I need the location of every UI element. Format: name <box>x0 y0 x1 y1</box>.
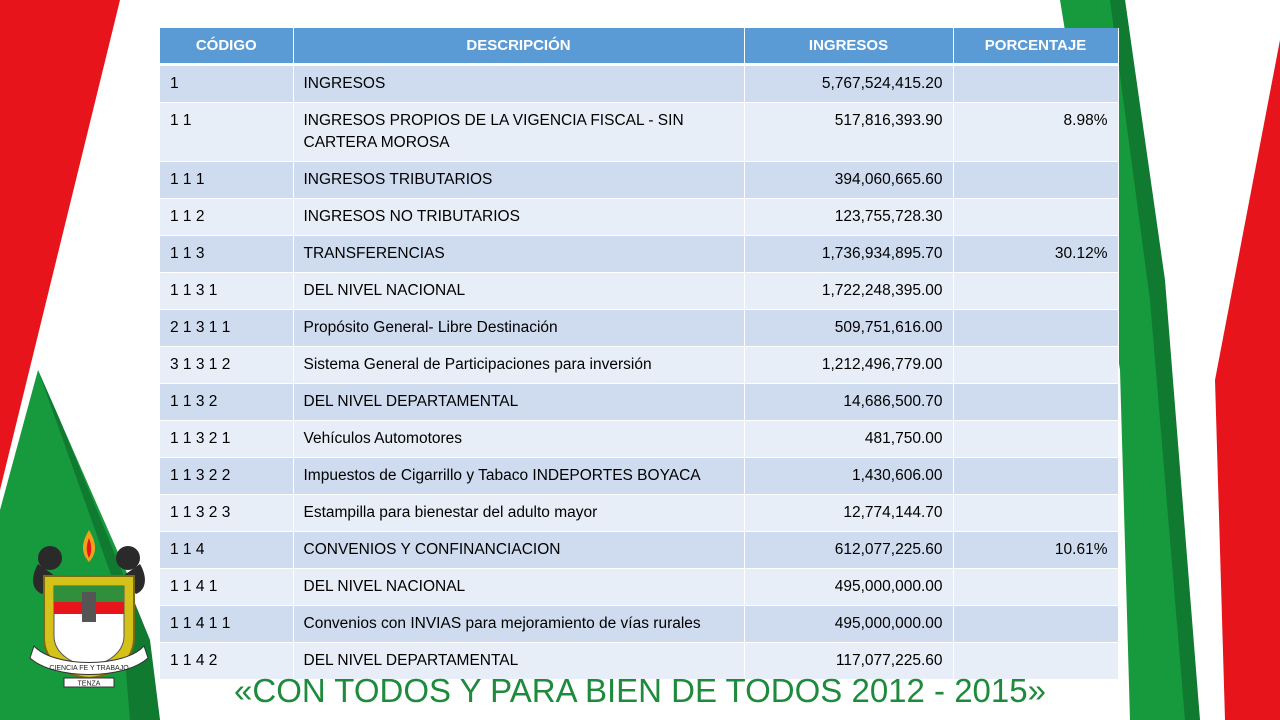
cell-percent: 10.61% <box>953 532 1118 569</box>
right-red-stripe <box>1215 40 1280 720</box>
cell-code: 1 1 3 2 1 <box>160 421 293 458</box>
cell-code: 3 1 3 1 2 <box>160 347 293 384</box>
cell-code: 1 1 1 <box>160 162 293 199</box>
cell-amount: 495,000,000.00 <box>744 569 953 606</box>
cell-percent <box>953 310 1118 347</box>
cell-description: INGRESOS PROPIOS DE LA VIGENCIA FISCAL - SIN CARTERA MOROSA <box>293 103 744 162</box>
table-row <box>160 310 1118 347</box>
table-row <box>160 458 1118 495</box>
municipal-crest-icon <box>24 528 154 688</box>
table-header-row <box>160 28 1118 65</box>
left-figure-icon <box>38 546 62 570</box>
cell-amount: 14,686,500.70 <box>744 384 953 421</box>
cell-description: Estampilla para bienestar del adulto mayor <box>293 495 744 532</box>
cell-description: Sistema General de Participaciones para inversión <box>293 347 744 384</box>
table-row <box>160 162 1118 199</box>
table-row <box>160 103 1118 162</box>
crest-name-text: TENZA <box>77 680 101 688</box>
cell-amount: 12,774,144.70 <box>744 495 953 532</box>
cell-percent <box>953 199 1118 236</box>
cell-amount: 123,755,728.30 <box>744 199 953 236</box>
cell-amount: 1,736,934,895.70 <box>744 236 953 273</box>
cell-description: INGRESOS <box>293 65 744 103</box>
left-red-stripe <box>0 0 120 490</box>
cell-description: DEL NIVEL NACIONAL <box>293 569 744 606</box>
budget-table <box>160 28 1119 680</box>
cell-amount: 495,000,000.00 <box>744 606 953 643</box>
cell-code: 1 1 4 1 1 <box>160 606 293 643</box>
table-row <box>160 236 1118 273</box>
cell-percent <box>953 606 1118 643</box>
cell-code: 1 1 3 2 <box>160 384 293 421</box>
cell-percent <box>953 273 1118 310</box>
crest-motto-text: CIENCIA FE Y TRABAJO <box>49 665 129 672</box>
cell-amount: 509,751,616.00 <box>744 310 953 347</box>
cell-percent <box>953 65 1118 103</box>
cell-description: INGRESOS TRIBUTARIOS <box>293 162 744 199</box>
table-row <box>160 495 1118 532</box>
cell-code: 1 <box>160 65 293 103</box>
cell-code: 1 1 3 2 3 <box>160 495 293 532</box>
cell-amount: 1,430,606.00 <box>744 458 953 495</box>
cell-description: CONVENIOS Y CONFINANCIACION <box>293 532 744 569</box>
cell-code: 1 1 2 <box>160 199 293 236</box>
cell-percent <box>953 421 1118 458</box>
cell-description: DEL NIVEL DEPARTAMENTAL <box>293 643 744 680</box>
slogan-title: «CON TODOS Y PARA BIEN DE TODOS 2012 - 2015» <box>234 672 1046 709</box>
cell-percent <box>953 162 1118 199</box>
table-row <box>160 273 1118 310</box>
cell-code: 1 1 4 1 <box>160 569 293 606</box>
cell-description: DEL NIVEL NACIONAL <box>293 273 744 310</box>
table-row <box>160 347 1118 384</box>
cell-amount: 117,077,225.60 <box>744 643 953 680</box>
cell-percent: 30.12% <box>953 236 1118 273</box>
cell-description: INGRESOS NO TRIBUTARIOS <box>293 199 744 236</box>
cell-code: 1 1 3 1 <box>160 273 293 310</box>
budget-table-container <box>160 28 1118 680</box>
cell-percent <box>953 495 1118 532</box>
right-figure-icon <box>116 546 140 570</box>
cell-amount: 481,750.00 <box>744 421 953 458</box>
cell-description: Vehículos Automotores <box>293 421 744 458</box>
header-ingresos: INGRESOS <box>744 28 953 65</box>
cell-percent: 8.98% <box>953 103 1118 162</box>
cell-percent <box>953 458 1118 495</box>
cell-description: TRANSFERENCIAS <box>293 236 744 273</box>
header-descripcion: DESCRIPCIÓN <box>293 28 744 65</box>
cell-code: 1 1 3 2 2 <box>160 458 293 495</box>
cell-percent <box>953 569 1118 606</box>
cell-amount: 612,077,225.60 <box>744 532 953 569</box>
cell-code: 1 1 4 <box>160 532 293 569</box>
table-row <box>160 606 1118 643</box>
cell-percent <box>953 347 1118 384</box>
cell-description: Convenios con INVIAS para mejoramiento de vías rurales <box>293 606 744 643</box>
header-codigo: CÓDIGO <box>160 28 293 65</box>
cell-code: 1 1 <box>160 103 293 162</box>
table-row <box>160 65 1118 103</box>
header-porcentaje: PORCENTAJE <box>953 28 1118 65</box>
table-row <box>160 384 1118 421</box>
cell-description: DEL NIVEL DEPARTAMENTAL <box>293 384 744 421</box>
cell-amount: 1,722,248,395.00 <box>744 273 953 310</box>
table-body <box>160 65 1118 680</box>
cell-amount: 517,816,393.90 <box>744 103 953 162</box>
cell-description: Propósito General- Libre Destinación <box>293 310 744 347</box>
cell-amount: 394,060,665.60 <box>744 162 953 199</box>
cell-amount: 1,212,496,779.00 <box>744 347 953 384</box>
table-row <box>160 199 1118 236</box>
cell-code: 1 1 3 <box>160 236 293 273</box>
cell-code: 2 1 3 1 1 <box>160 310 293 347</box>
table-row <box>160 569 1118 606</box>
cell-code: 1 1 4 2 <box>160 643 293 680</box>
cell-description: Impuestos de Cigarrillo y Tabaco INDEPORTES BOYACA <box>293 458 744 495</box>
cell-percent <box>953 384 1118 421</box>
cell-amount: 5,767,524,415.20 <box>744 65 953 103</box>
table-row <box>160 532 1118 569</box>
table-row <box>160 421 1118 458</box>
